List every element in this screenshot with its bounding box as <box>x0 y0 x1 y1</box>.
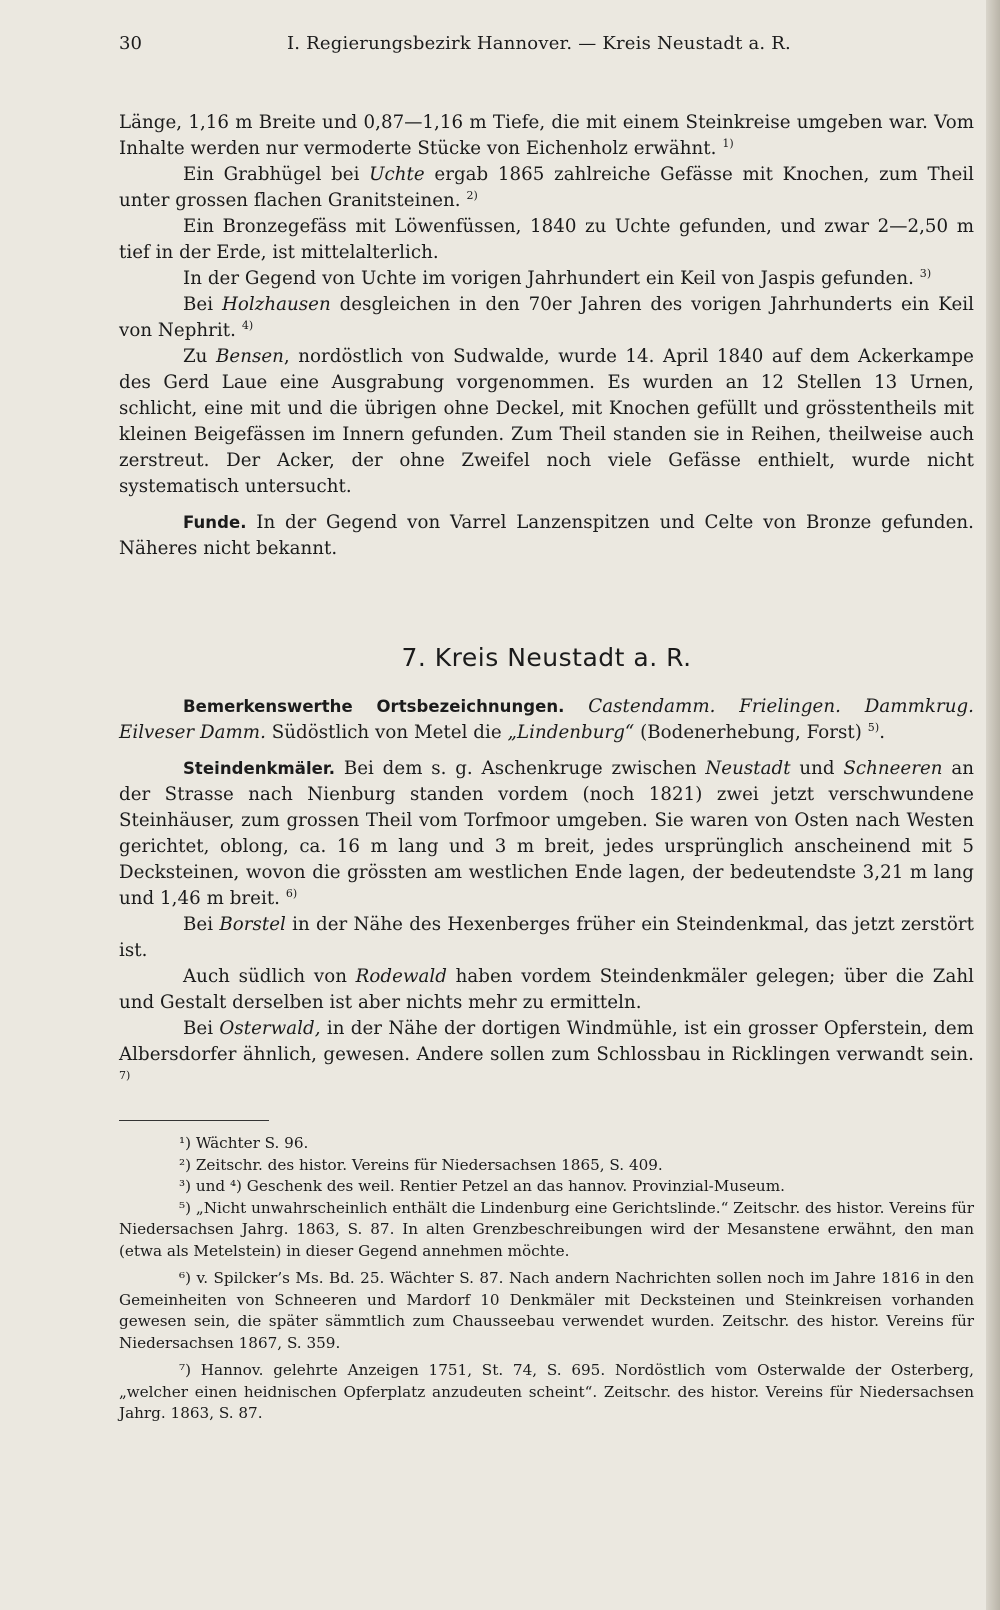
footnotes <box>119 1133 974 1425</box>
paragraph-borstel <box>119 912 974 964</box>
footnote-2: ²) Zeitschr. des histor. Vereins für Niedersachsen 1865, S. 409. <box>179 1155 663 1174</box>
paragraph-text: (Bodenerhebung, Forst) <box>634 722 862 743</box>
footnote-3-4: ³) und ⁴) Geschenk des weil. Rentier Petzel an das hannov. Provinzial-Museum. <box>179 1177 785 1195</box>
paragraph-text: In der Gegend von Varrel Lanzenspitzen und Celte von Bronze gefunden. Näheres nicht bekannt. <box>119 512 974 559</box>
place-name: Castendamm. <box>588 696 716 717</box>
running-title: I. Regierungsbezirk Hannover. — Kreis Neustadt a. R. <box>287 33 791 54</box>
paragraph-text: Bei <box>183 294 222 315</box>
paragraph-text: In der Gegend von Uchte im vorigen Jahrhundert ein Keil von Jaspis gefunden. <box>183 268 914 289</box>
paragraph-text: in der Nähe des Hexenberges früher ein Steindenkmal, das jetzt zerstört ist. <box>119 914 974 961</box>
paragraph-text: Länge, 1,16 m Breite und 0,87—1,16 m Tiefe, die mit einem Steinkreise umgeben war. Vom Inhalte werden nur vermoderte Stücke von Eichenholz erwähnt. <box>119 112 974 159</box>
paragraph-text: desgleichen in den 70er Jahren des vorigen Jahrhunderts ein Keil von Nephrit. <box>119 294 974 341</box>
footnote-divider <box>119 1120 269 1121</box>
footnote-1: ¹) Wächter S. 96. <box>179 1134 309 1152</box>
paragraph-text: Ein Bronzegefäss mit Löwenfüssen, 1840 zu Uchte gefunden, und zwar 2—2,50 m tief in der Erde, ist mittelalterlich. <box>119 216 974 263</box>
paragraph-text: Auch südlich von <box>183 966 356 987</box>
place-name: Schneeren <box>843 758 943 779</box>
paragraph-text: Zu <box>183 346 216 367</box>
paragraph-text: Ein Grabhügel bei <box>183 164 370 185</box>
paragraph-heading: Funde. <box>183 513 247 532</box>
paragraph-text: Bei <box>183 914 220 935</box>
paragraph-bronze-vessel <box>119 214 974 266</box>
place-name: Bensen <box>215 346 284 367</box>
paragraph-text: , nordöstlich von Sudwalde, wurde 14. April 1840 auf dem Ackerkampe des Gerd Laue eine Ausgrabung vorgenommen. Es wurden an 12 Stellen 13 Urnen, schlicht, eine mit und die übrigen ohne Deckel, mit Knochen gefüllt und grösstentheils mit kleinen Beigefässen im Innern gefunden. Zum Theil standen sie in Reihen, theilweise auch zerstreut. Der Acker, der ohne Zweifel noch viele Gefässe enthielt, wurde nicht systematisch untersucht. <box>119 346 974 497</box>
paragraph-text: an der Strasse nach Nienburg standen vordem (noch 1821) zwei jetzt verschwundene Steinhäuser, zum grossen Theil vom Torfmoor umgeben. Sie waren von Osten nach Westen gerichtet, oblong, ca. 16 m lang und 3 m breit, jedes ursprünglich anscheinend mit 5 Decksteinen, wovon die grössten am westlichen Ende lagen, der bedeutendste 3,21 m lang und 1,46 m breit. <box>119 758 974 909</box>
paragraph-text: Südöstlich von Metel die <box>265 722 508 743</box>
paragraph-osterwald <box>119 1016 974 1094</box>
paragraph-text: haben vordem Steindenkmäler gelegen; über die Zahl und Gestalt derselben ist aber nichts mehr zu ermitteln. <box>119 966 974 1013</box>
paragraph-ortsbezeichnungen <box>119 694 974 746</box>
place-name: Borstel <box>219 914 286 935</box>
paragraph-heading: Steindenkmäler. <box>183 759 336 778</box>
place-name: Rodewald <box>355 966 447 987</box>
page-edge-shadow <box>986 0 1000 1610</box>
paragraph-bensen <box>119 344 974 500</box>
page-content <box>119 30 974 1425</box>
place-name: Dammkrug. <box>864 696 974 717</box>
paragraph-text: und <box>790 758 844 779</box>
place-name: Neustadt <box>705 758 791 779</box>
paragraph-holzhausen <box>119 292 974 344</box>
footnote-6: ⁶) v. Spilcker’s Ms. Bd. 25. Wächter S. 87. Nach andern Nachrichten sollen noch im Jahre 1816 in den Gemeinheiten von Schneeren und Mardorf 10 Denkmäler mit Decksteinen und Steinkreisen vorhanden gewesen sein, die später sämmtlich zum Chausseebau verwendet wurden. Zeitschr. des histor. Vereins für Niedersachsen 1867, S. 359. <box>119 1269 974 1352</box>
footnote-ref[interactable]: 5) <box>867 720 880 734</box>
footnote-ref[interactable]: 2) <box>466 188 478 202</box>
paragraph-grave-dimensions <box>119 110 974 162</box>
section-title: 7. Kreis Neustadt a. R. <box>401 643 692 672</box>
running-header <box>119 30 974 58</box>
footnote-ref[interactable]: 3) <box>919 266 932 280</box>
paragraph-rodewald <box>119 964 974 1016</box>
paragraph-heading: Bemerkenswerthe Ortsbezeichnungen. <box>183 697 565 716</box>
paragraph-text: in der Nähe der dortigen Windmühle, ist ein grosser Opferstein, dem Albersdorfer ähnlich, gewesen. Andere sollen zum Schlossbau in Ricklingen verwandt sein. <box>119 1018 974 1065</box>
body-text <box>119 110 974 1094</box>
paragraph-text: ergab 1865 zahlreiche Gefässe mit Knochen, zum Theil unter grossen flachen Granitsteinen. <box>119 164 974 211</box>
page-number: 30 <box>119 33 142 54</box>
footnote-ref[interactable]: 4) <box>241 318 254 332</box>
footnote-7: ⁷) Hannov. gelehrte Anzeigen 1751, St. 74, S. 695. Nordöstlich vom Osterwalde der Osterberg, „welcher einen heidnischen Opferplatz anzudeuten scheint“. Zeitschr. des histor. Vereins für Niedersachsen Jahrg. 1863, S. 87. <box>119 1361 974 1422</box>
place-name: „Lindenburg“ <box>507 722 635 743</box>
place-name: Frielingen. <box>739 696 841 717</box>
footnote-ref[interactable]: 1) <box>722 136 734 150</box>
place-name: Uchte <box>369 164 425 185</box>
place-name: Holzhausen <box>221 294 331 315</box>
paragraph-text: Bei dem s. g. Aschenkruge zwischen <box>335 758 706 779</box>
paragraph-steindenkmaeler <box>119 756 974 912</box>
paragraph-jaspis-keil <box>119 266 974 292</box>
paragraph-uchte-grave <box>119 162 974 214</box>
paragraph-text: Bei <box>183 1018 220 1039</box>
footnote-5: ⁵) „Nicht unwahrscheinlich enthält die Lindenburg eine Gerichtslinde.“ Zeitschr. des histor. Vereins für Niedersachsen Jahrg. 1863, S. 87. In alten Grenzbeschreibungen wird der Mesanstene erwähnt, den man (etwa als Metelstein) in dieser Gegend annehmen möchte. <box>119 1198 974 1260</box>
paragraph-funde <box>119 510 974 562</box>
place-name: Osterwald, <box>219 1018 321 1039</box>
footnote-ref[interactable]: 7) <box>119 1068 131 1082</box>
place-name: Eilveser Damm. <box>119 722 266 743</box>
footnote-ref[interactable]: 6) <box>285 886 298 900</box>
paragraph-text: . <box>879 722 886 743</box>
